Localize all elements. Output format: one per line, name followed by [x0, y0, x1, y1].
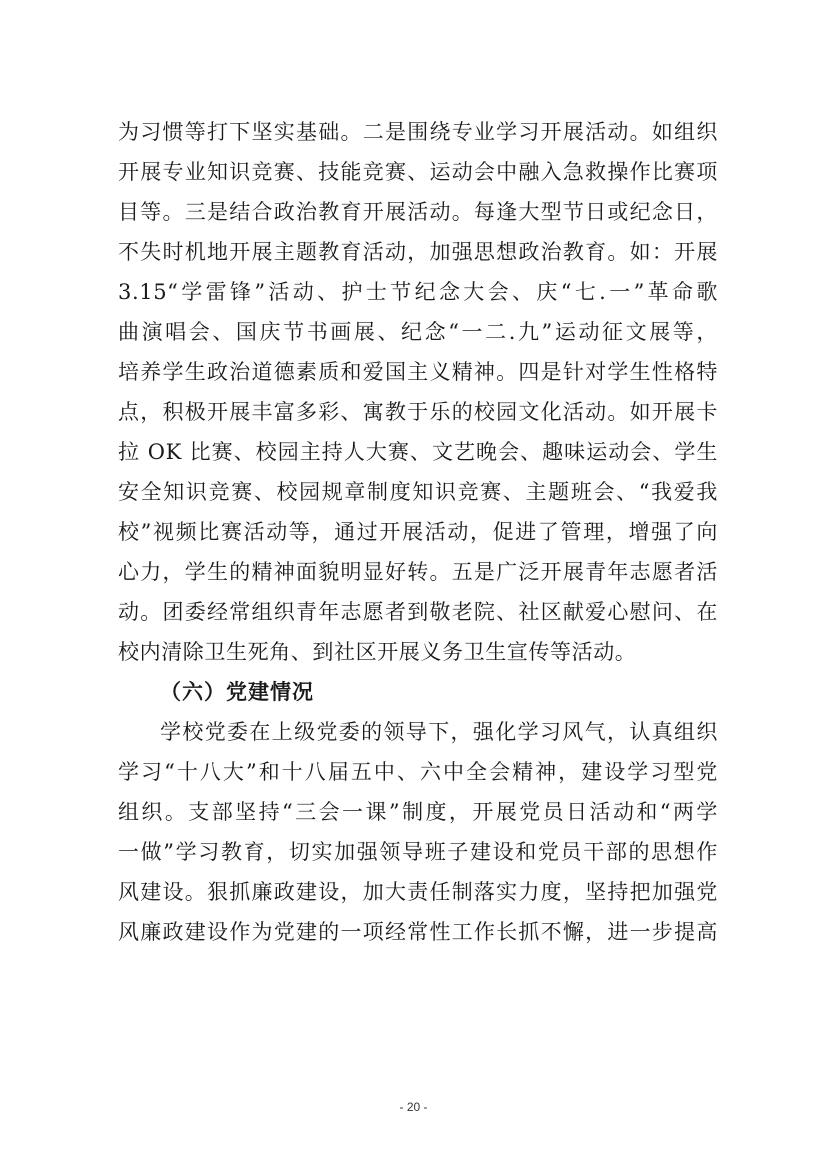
paragraph-line: 曲演唱会、国庆节书画展、纪念“一二.九”运动征文展等， [118, 320, 718, 344]
paragraph-line: 风建设。狠抓廉政建设，加大责任制落实力度，坚持把加强党 [118, 880, 718, 904]
paragraph-line: 一做”学习教育，切实加强领导班子建设和党员干部的思想作 [118, 840, 718, 864]
paragraph-line: 风廉政建设作为党建的一项经常性工作长抓不懈，进一步提高 [118, 920, 718, 944]
paragraph-line: 3.15“学雷锋”活动、护士节纪念大会、庆“七.一”革命歌 [118, 280, 718, 304]
paragraph-line: 动。团委经常组织青年志愿者到敬老院、社区献爱心慰问、在 [118, 600, 718, 624]
page-number: - 20 - [399, 1100, 428, 1114]
paragraph-line: 不失时机地开展主题教育活动，加强思想政治教育。如：开展 [118, 240, 718, 264]
paragraph-line: 学校党委在上级党委的领导下，强化学习风气，认真组织 [160, 720, 718, 744]
paragraph-line: 校”视频比赛活动等，通过开展活动，促进了管理，增强了向 [118, 520, 718, 544]
paragraph-line: 心力，学生的精神面貌明显好转。五是广泛开展青年志愿者活 [118, 560, 718, 584]
paragraph-line: 拉 OK 比赛、校园主持人大赛、文艺晚会、趣味运动会、学生 [118, 440, 718, 464]
paragraph-line: 校内清除卫生死角、到社区开展义务卫生宣传等活动。 [118, 640, 637, 664]
paragraph-line: 学习“十八大”和十八届五中、六中全会精神，建设学习型党 [118, 760, 718, 784]
paragraph-line: 点，积极开展丰富多彩、寓教于乐的校园文化活动。如开展卡 [118, 400, 718, 424]
paragraph-line: 安全知识竞赛、校园规章制度知识竞赛、主题班会、“我爱我 [118, 480, 718, 504]
section-heading: （六）党建情况 [160, 680, 314, 704]
body-text [118, 112, 718, 952]
paragraph-line: 开展专业知识竞赛、技能竞赛、运动会中融入急救操作比赛项 [118, 160, 718, 184]
paragraph-line: 培养学生政治道德素质和爱国主义精神。四是针对学生性格特 [118, 360, 718, 384]
paragraph-line: 组织。支部坚持“三会一课”制度，开展党员日活动和“两学 [118, 800, 718, 824]
paragraph-line: 目等。三是结合政治教育开展活动。每逢大型节日或纪念日， [118, 200, 718, 224]
paragraph-line: 为习惯等打下坚实基础。二是围绕专业学习开展活动。如组织 [118, 120, 718, 144]
